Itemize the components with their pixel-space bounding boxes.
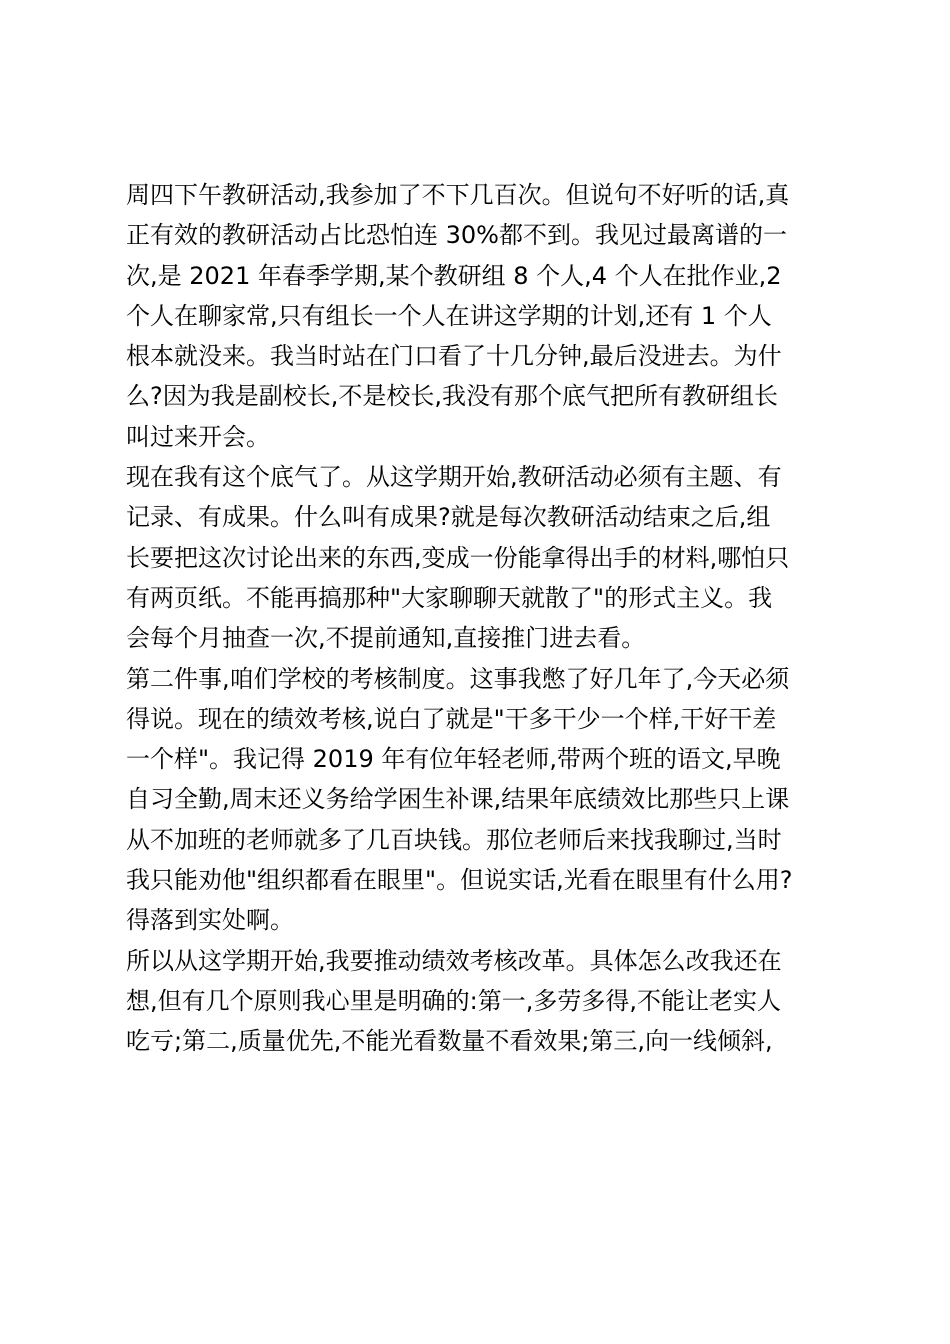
text-line: 所以从这学期开始,我要推动绩效考核改革。具体怎么改我还在 — [126, 946, 782, 975]
text-line: 想,但有几个原则我心里是明确的:第一,多劳多得,不能让老实人 — [126, 986, 781, 1015]
text-line: 个人在聊家常,只有组长一个人在讲这学期的计划,还有 1 个人 — [126, 301, 772, 330]
text-line: 记录、有成果。什么叫有成果?就是每次教研活动结束之后,组 — [126, 503, 771, 532]
text-line: 有两页纸。不能再搞那种"大家聊聊天就散了"的形式主义。我 — [126, 583, 773, 612]
text-line: 周四下午教研活动,我参加了不下几百次。但说句不好听的话,真 — [126, 181, 790, 209]
text-line: 我只能劝他"组织都看在眼里"。但说实话,光看在眼里有什么用? — [126, 866, 793, 895]
text-line: 次,是 2021 年春季学期,某个教研组 8 个人,4 个人在批作业,2 — [126, 261, 782, 290]
text-line: 得说。现在的绩效考核,说白了就是"干多干少一个样,干好干差 — [126, 704, 777, 733]
text-line: 么?因为我是副校长,不是校长,我没有那个底气把所有教研组长 — [126, 382, 778, 411]
text-line: 会每个月抽查一次,不提前通知,直接推门进去看。 — [126, 624, 646, 653]
text-line: 吃亏;第二,质量优先,不能光看数量不看效果;第三,向一线倾斜, — [126, 1027, 773, 1056]
paragraph-4 — [126, 941, 846, 1062]
text-line: 从不加班的老师就多了几百块钱。那位老师后来找我聊过,当时 — [126, 825, 782, 854]
text-line: 第二件事,咱们学校的考核制度。这事我憋了好几年了,今天必须 — [126, 664, 790, 693]
paragraph-3 — [126, 659, 846, 941]
text-line: 一个样"。我记得 2019 年有位年轻老师,带两个班的语文,早晚 — [126, 745, 781, 774]
document-body — [126, 175, 846, 1062]
text-line: 得落到实处啊。 — [126, 906, 294, 935]
text-line: 正有效的教研活动占比恐怕连 30%都不到。我见过最离谱的一 — [126, 221, 787, 250]
text-line: 现在我有这个底气了。从这学期开始,教研活动必须有主题、有 — [126, 463, 782, 492]
paragraph-1 — [126, 175, 846, 457]
paragraph-2 — [126, 457, 846, 658]
text-line: 根本就没来。我当时站在门口看了十几分钟,最后没进去。为什 — [126, 342, 782, 371]
text-line: 长要把这次讨论出来的东西,变成一份能拿得出手的材料,哪怕只 — [126, 543, 790, 572]
text-line: 自习全勤,周末还义务给学困生补课,结果年底绩效比那些只上课 — [126, 785, 790, 814]
text-line: 叫过来开会。 — [126, 422, 270, 451]
